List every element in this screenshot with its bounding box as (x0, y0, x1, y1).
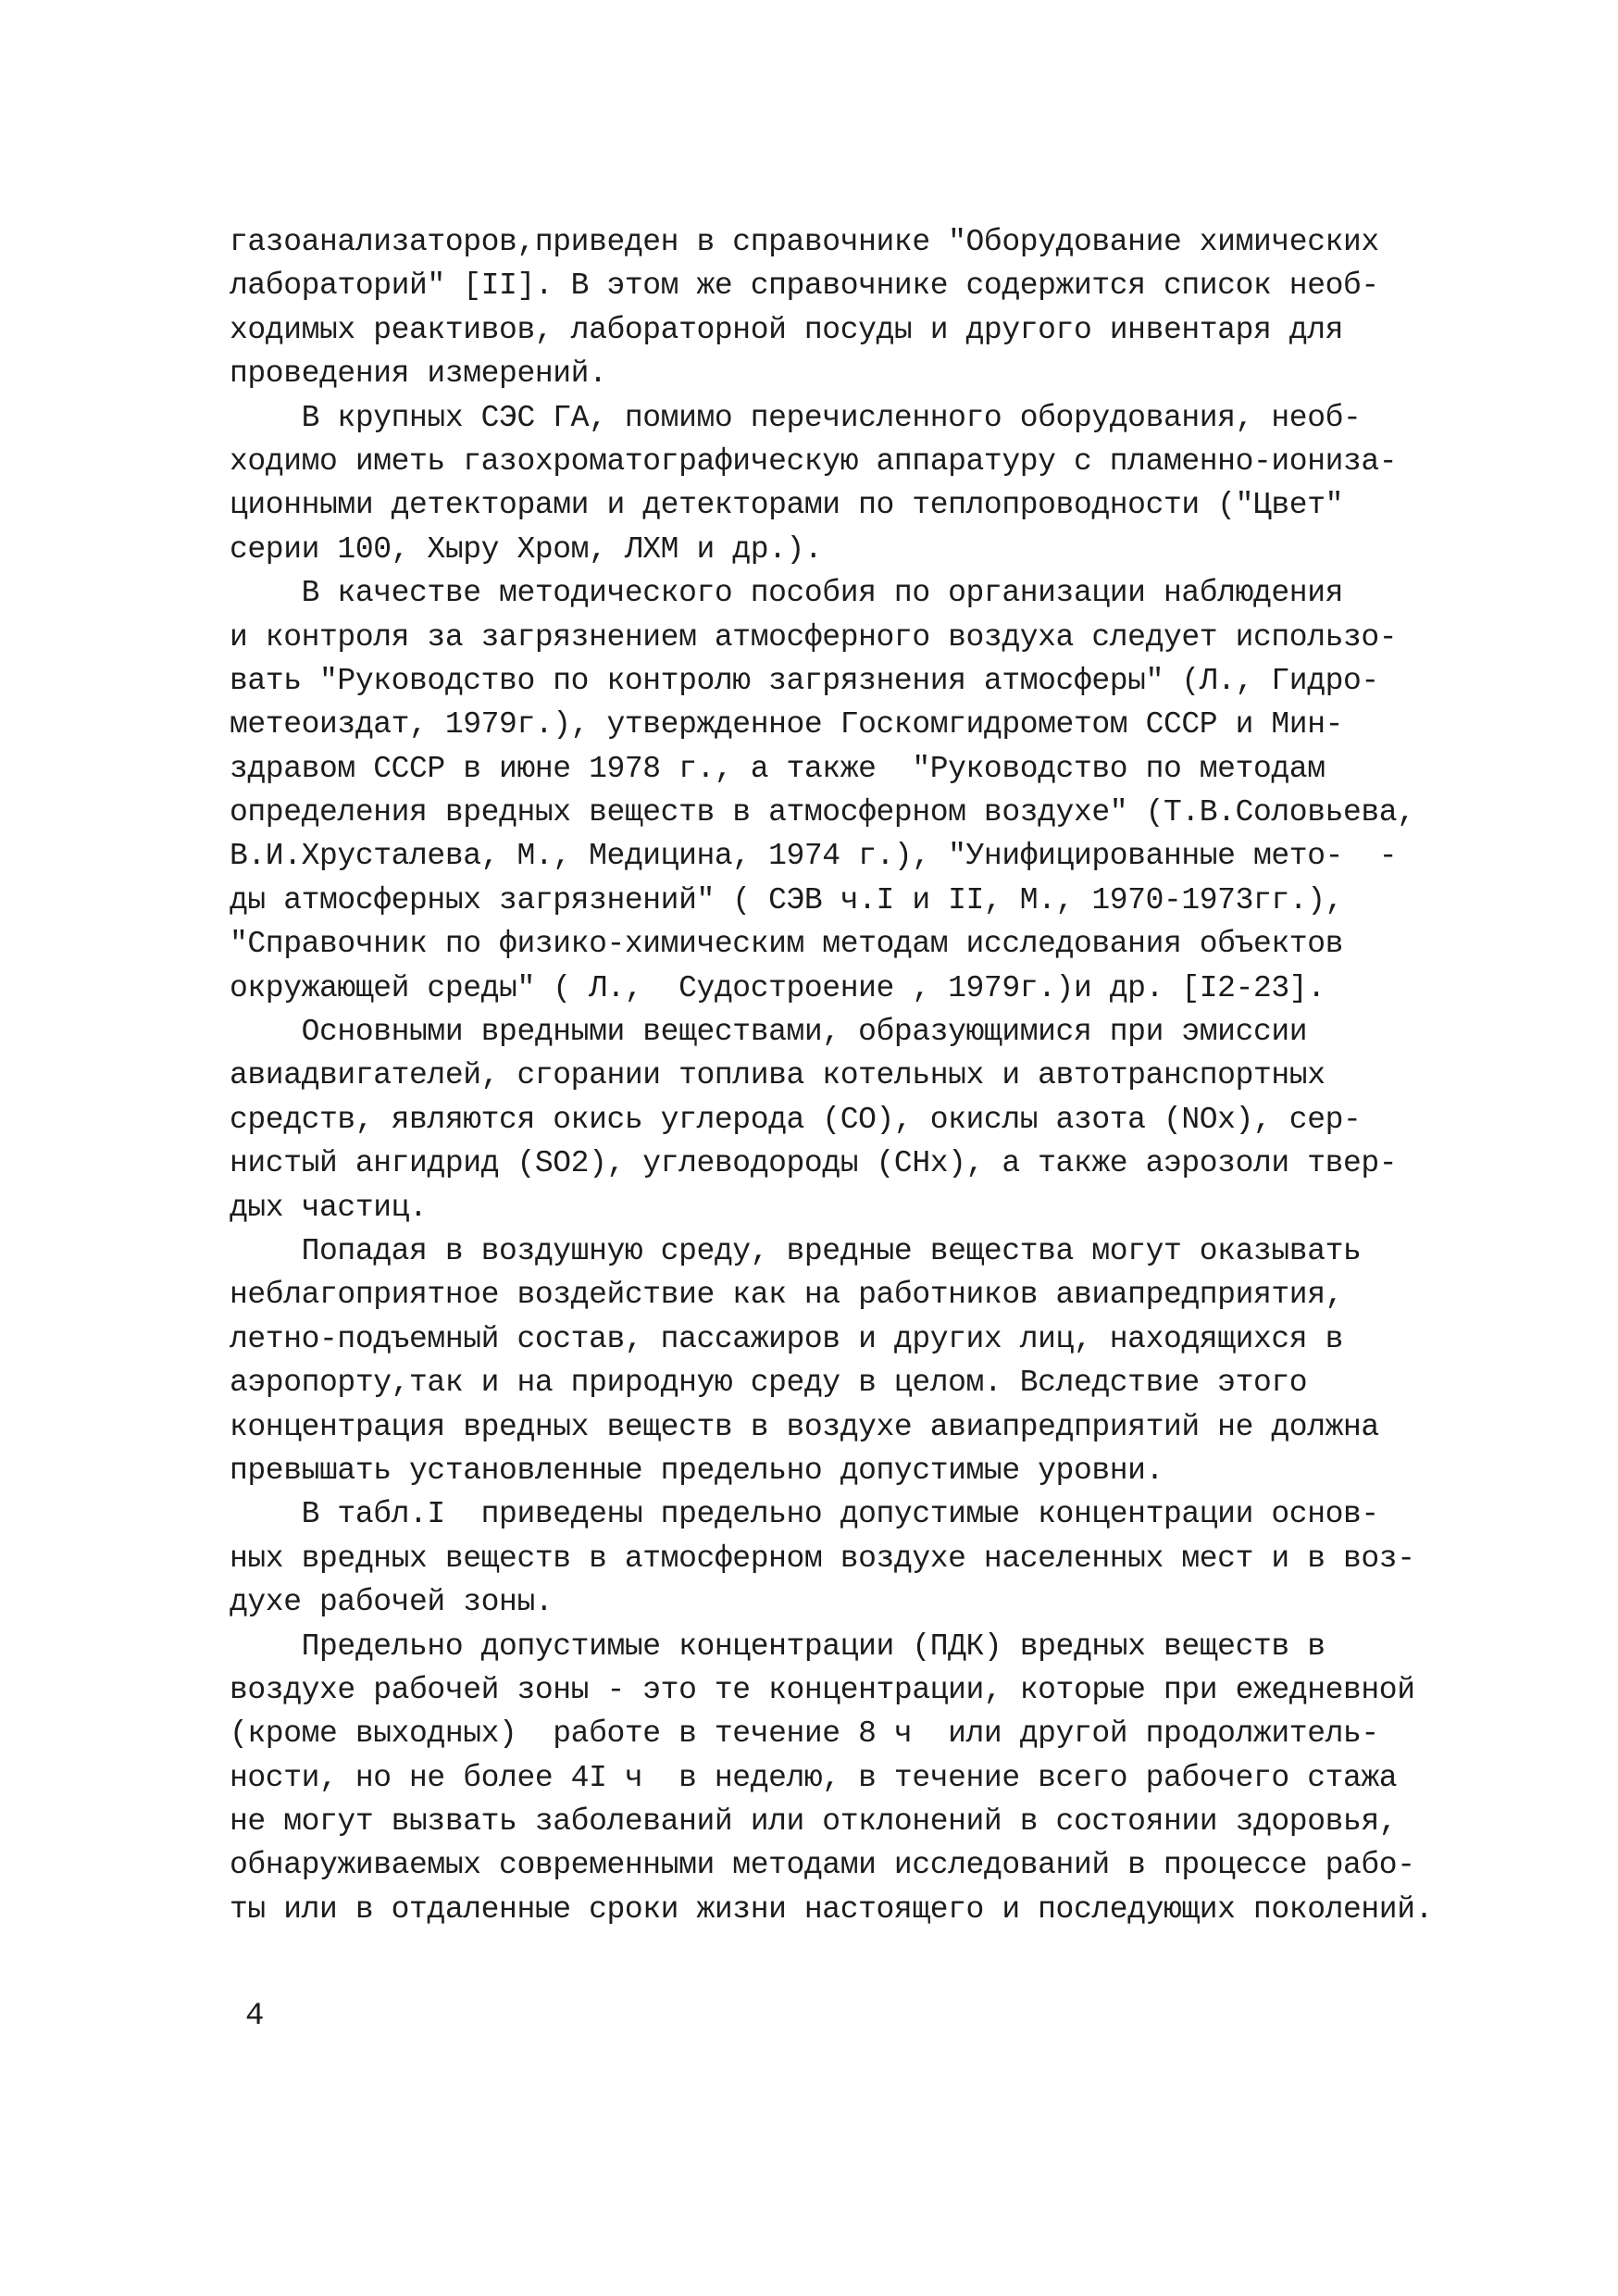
text-line: окружающей среды" ( Л., Судостроение , 1979г.)и др. [I2-23]. (230, 970, 1326, 1005)
text-line: проведения измерений. (230, 356, 607, 392)
text-line: авиадвигателей, сгорании топлива котельных и автотранспортных (230, 1058, 1326, 1093)
text-line: Основными вредными веществами, образующимися при эмиссии (230, 1015, 1308, 1050)
text-line: дых частиц. (230, 1190, 428, 1225)
text-line: здравом СССР в июне 1978 г., а также "Руководство по методам (230, 751, 1326, 786)
text-line: концентрация вредных веществ в воздухе авиапредприятий не должна (230, 1409, 1379, 1444)
text-line: ты или в отдаленные сроки жизни настоящего и последующих поколений. (230, 1891, 1434, 1927)
text-line: "Справочник по физико-химическим методам исследования объектов (230, 927, 1344, 962)
text-line: летно-подъемный состав, пассажиров и других лиц, находящихся в (230, 1321, 1344, 1356)
text-line: газоанализаторов,приведен в справочнике "Оборудование химических (230, 225, 1379, 259)
text-line: нистый ангидрид (SO2), углеводороды (CHx), а также аэрозоли твер- (230, 1146, 1398, 1181)
text-line: метеоиздат, 1979г.), утвержденное Госкомгидрометом СССР и Мин- (230, 707, 1344, 742)
page-number: 4 (245, 1999, 265, 2034)
text-line: серии 100, Хыру Хром, ЛХМ и др.). (230, 531, 823, 567)
text-line: духе рабочей зоны. (230, 1585, 554, 1620)
text-line: В табл.I приведены предельно допустимые концентрации основ- (230, 1497, 1379, 1532)
text-line: вать "Руководство по контролю загрязнения атмосферы" (Л., Гидро- (230, 663, 1379, 698)
text-line: ционными детекторами и детекторами по теплопроводности ("Цвет" (230, 488, 1344, 523)
text-line: и контроля за загрязнением атмосферного воздуха следует использо- (230, 619, 1398, 655)
text-line: превышать установленные предельно допустимые уровни. (230, 1453, 1164, 1488)
text-line: ходимо иметь газохроматографическую аппаратуру с пламенно-иониза- (230, 443, 1398, 479)
text-line: неблагоприятное воздействие как на работников авиапредприятия, (230, 1278, 1344, 1313)
text-line: средств, являются окись углерода (СО), окислы азота (NOx), сер- (230, 1102, 1362, 1137)
text-line: ности, но не более 4I ч в неделю, в течение всего рабочего стажа (230, 1760, 1398, 1795)
text-line: В крупных СЭС ГА, помимо перечисленного оборудования, необ- (230, 400, 1362, 435)
text-line: Попадая в воздушную среду, вредные вещества могут оказывать (230, 1233, 1362, 1268)
text-line: аэропорту,так и на природную среду в целом. Вследствие этого (230, 1366, 1308, 1401)
text-line: ды атмосферных загрязнений" ( СЭВ ч.I и II, М., 1970-1973гг.), (230, 882, 1344, 917)
text-line: лабораторий" [II]. В этом же справочнике содержится список необ- (230, 268, 1379, 304)
text-line: определения вредных веществ в атмосферном воздухе" (Т.В.Соловьева, (230, 795, 1415, 830)
text-line: Предельно допустимые концентрации (ПДК) вредных веществ в (230, 1628, 1326, 1664)
text-line: ходимых реактивов, лабораторной посуды и другого инвентаря для (230, 312, 1344, 347)
text-line: (кроме выходных) работе в течение 8 ч или другой продолжитель- (230, 1716, 1379, 1752)
text-line: В качестве методического пособия по организации наблюдения (230, 576, 1344, 611)
text-line: обнаруживаемых современными методами исследований в процессе рабо- (230, 1848, 1415, 1883)
text-line: ных вредных веществ в атмосферном воздухе населенных мест и в воз- (230, 1541, 1415, 1576)
body-text (230, 220, 1433, 1931)
text-line: воздухе рабочей зоны - это те концентрации, которые при ежедневной (230, 1672, 1415, 1707)
text-line: не могут вызвать заболеваний или отклонений в состоянии здоровья, (230, 1804, 1398, 1840)
text-line: В.И.Хрусталева, М., Медицина, 1974 г.), "Унифицированные мето- - (230, 839, 1398, 874)
